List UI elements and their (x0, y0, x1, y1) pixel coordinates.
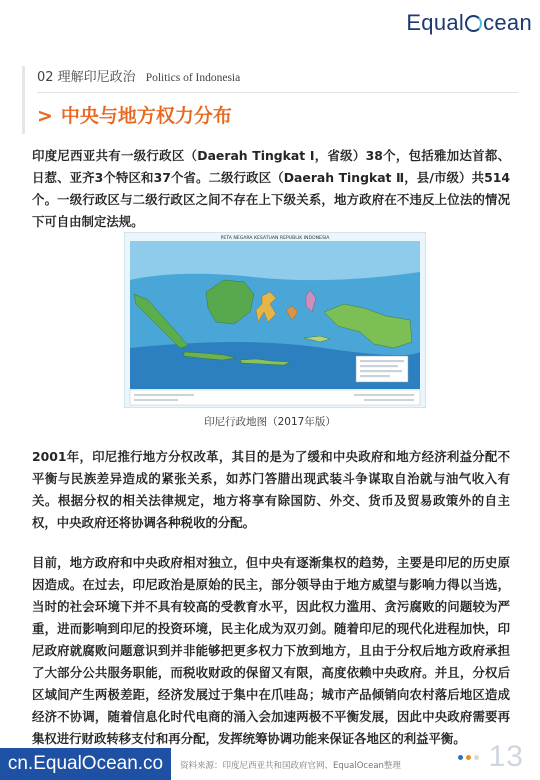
equalocean-logo: Equal cean (406, 10, 532, 35)
footer-dots (458, 745, 482, 764)
page-title (37, 101, 232, 128)
paragraph-current-situation: 目前，地方政府和中央政府相对独立，但中央有逐渐集权的趋势，主要是印尼的历史原因造成。在过去，印尼政治是原始的民主，部分领导由于地方威望与影响力得以当选，当时的社会环境下并不具有较高的受教育水平，因此权力滥用、贪污腐败的问题较为严重，进而影响到印尼的投资环境，民主化成为双刃剑。随着印尼的现代化进程加快，印尼政府就腐败问题意识到并非能够把更多权力下放到地方，且由于分权后地方政府承担了大部分公共服务职能，而税收财政的保留又有限，高度依赖中央政府。并且，分权后区域间产生两极差距，经济发展过于集中在爪哇岛；城市产品倾销向农村落后地区造成经济不协调，随着信息化时代电商的涌入会加速两极不平衡发展，因此中央政府需要再集权进行财政转移支付和再分配，发挥统筹协调功能来保证各地区的利益平衡。 (32, 555, 510, 746)
indonesia-admin-map (124, 232, 426, 408)
map-title: PETA NEGARA KESATUAN REPUBLIK INDONESIA (220, 236, 330, 241)
logo-o-ring (465, 15, 482, 32)
page-title-text: 中央与地方权力分布 (60, 105, 232, 127)
dot-blue (458, 755, 463, 760)
dot-gray (474, 755, 479, 760)
section-number: 02 理解印尼政治 (37, 70, 136, 85)
section-side-line (22, 66, 25, 134)
footer-website-link[interactable]: cn.EqualOcean.co (0, 748, 171, 780)
footer-source-note: 资料来源：印度尼西亚共和国政府官网、EqualOcean整理 (180, 761, 401, 771)
section-header (37, 66, 240, 85)
map-caption: 印尼行政地图（2017年版） (204, 416, 336, 428)
paragraph-admin-divisions: 印度尼西亚共有一级行政区（Daerah Tingkat Ⅰ，省级）38个，包括雅加达首都、日惹、亚齐3个特区和37个省。二级行政区（Daerah Tingkat Ⅱ，县/市级）共514个。一级行政区与二级行政区之间不存在上下级关系，地方政府在不违反上位法的情况下可自由制定法规。 (32, 148, 510, 229)
chevron-right-icon: > (37, 105, 53, 127)
page-number: 13 (488, 740, 524, 773)
section-english: Politics of Indonesia (145, 72, 241, 84)
section-divider (37, 92, 518, 93)
paragraph-decentralization: 2001年，印尼推行地方分权改革，其目的是为了缓和中央政府和地方经济利益分配不平衡与民族差异造成的紧张关系，如苏门答腊出现武装斗争谋取自治就与油气收入有关。根据分权的相关法律规定，地方将享有除国防、外交、货币及贸易政策外的自主权，中央政府还将协调各种税收的分配。 (32, 449, 510, 530)
dot-orange (466, 755, 471, 760)
